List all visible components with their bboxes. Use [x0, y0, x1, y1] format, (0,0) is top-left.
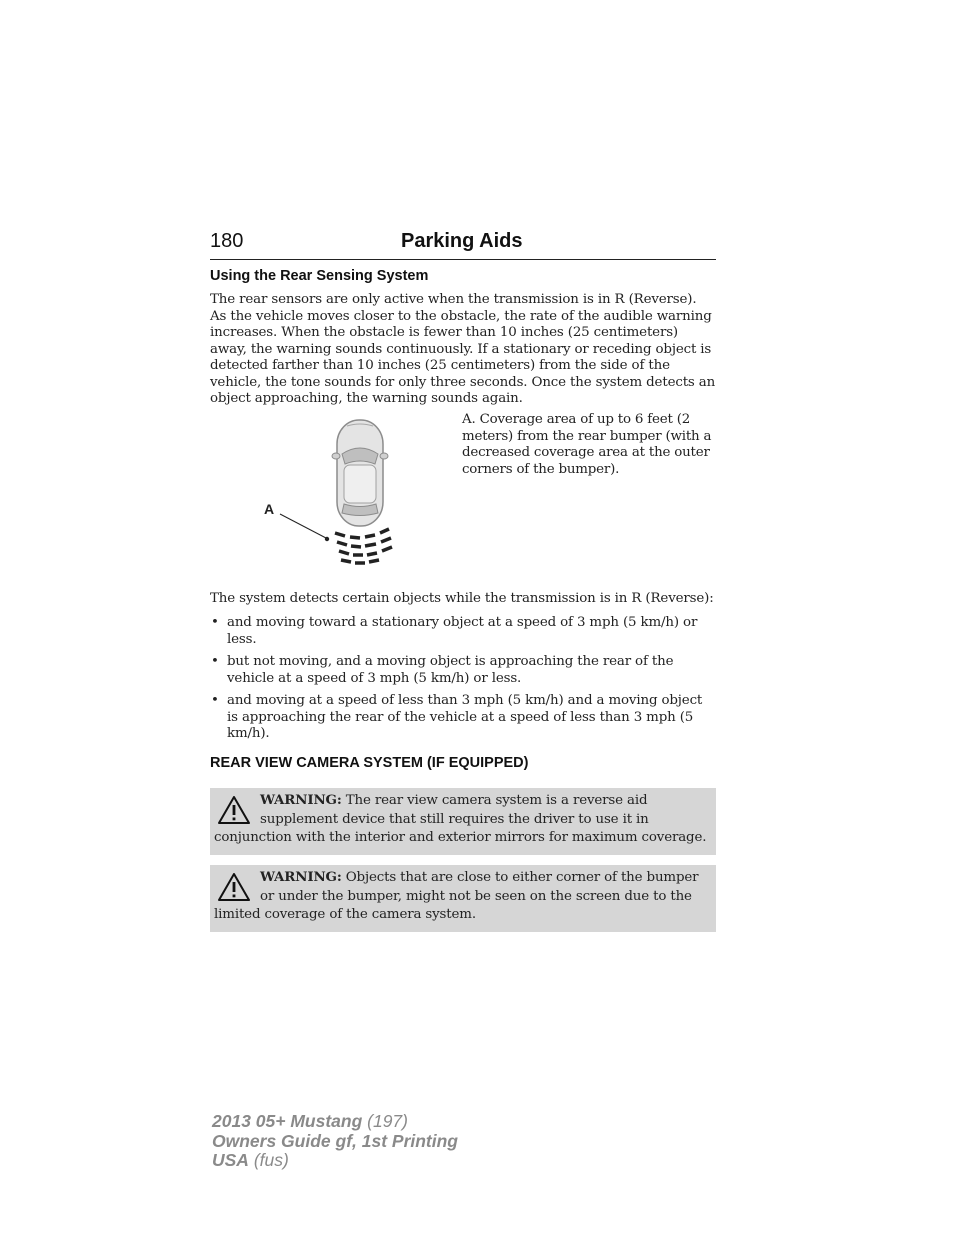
page-footer	[212, 1112, 458, 1171]
footer-line-1	[212, 1112, 458, 1132]
rear-sensing-paragraph: The rear sensors are only active when the transmission is in R (Reverse). As the vehicle moves closer to the obstacle, the rate of the audible warning increases. When the obstacle is fewer than 10 inches (25 centimeters) away, the warning sounds continuously. If a stationary or receding object is detected farther than 10 inches (25 centimeters) from the side of the vehicle, the tone sounds for only three seconds. Once the system detects an object approaching, the warning sounds again.	[210, 292, 716, 406]
bullet-icon: •	[211, 654, 219, 669]
bullet-text: and moving toward a stationary object at a speed of 3 mph (5 km/h) or less.	[227, 615, 698, 647]
chapter-title: Parking Aids	[401, 230, 523, 252]
section-heading-rear-sensing: Using the Rear Sensing System	[210, 268, 429, 284]
footer-guide: Owners Guide gf, 1st Printing	[212, 1130, 458, 1151]
sensor-coverage-arcs	[335, 529, 392, 563]
car-coverage-illustration	[255, 412, 430, 577]
rear-sensing-figure	[255, 412, 430, 577]
footer-line-3	[212, 1151, 458, 1171]
footer-model: 2013 05+ Mustang	[212, 1111, 363, 1131]
list-item	[210, 654, 716, 687]
detection-intro: The system detects certain objects while the transmission is in R (Reverse):	[210, 591, 714, 606]
bullet-icon: •	[211, 693, 219, 708]
warning-text: Objects that are close to either corner of the bumper or under the bumper, might not be seen on the screen due to the limited coverage of the camera system.	[214, 870, 699, 922]
warning-label: WARNING:	[260, 869, 342, 885]
bullet-text: and moving at a speed of less than 3 mph (5 km/h) and a moving object is approaching the rear of the vehicle at a speed of less than 3 mph (5 km/h).	[227, 693, 703, 741]
warning-triangle-icon	[217, 795, 251, 825]
callout-label-a: A	[264, 501, 275, 517]
section-heading-rear-camera: REAR VIEW CAMERA SYSTEM (IF EQUIPPED)	[210, 755, 529, 771]
bullet-icon: •	[211, 615, 219, 630]
list-item	[210, 693, 716, 743]
warning-text: The rear view camera system is a reverse aid supplement device that still requires the driver to use it in conjunction with the interior and exterior mirrors for maximum coverage.	[214, 793, 707, 845]
footer-model-code: (197)	[362, 1111, 408, 1131]
warning-label: WARNING:	[260, 792, 342, 808]
list-item	[210, 615, 716, 648]
figure-caption: A. Coverage area of up to 6 feet (2 meters) from the rear bumper (with a decreased coverage area at the outer corners of the bumper).	[462, 412, 712, 477]
warning-box-2	[210, 865, 716, 932]
detection-bullet-list	[210, 615, 716, 749]
footer-market: USA	[212, 1150, 249, 1170]
car-top-view-icon	[332, 420, 388, 526]
warning-triangle-icon	[217, 872, 251, 902]
footer-market-code: (fus)	[248, 1150, 289, 1170]
page-header	[210, 229, 716, 260]
footer-line-2	[212, 1132, 458, 1152]
warning-box-1	[210, 788, 716, 855]
page-number: 180	[210, 230, 244, 252]
bullet-text: but not moving, and a moving object is approaching the rear of the vehicle at a speed of 3 mph (5 km/h) or less.	[227, 654, 674, 686]
